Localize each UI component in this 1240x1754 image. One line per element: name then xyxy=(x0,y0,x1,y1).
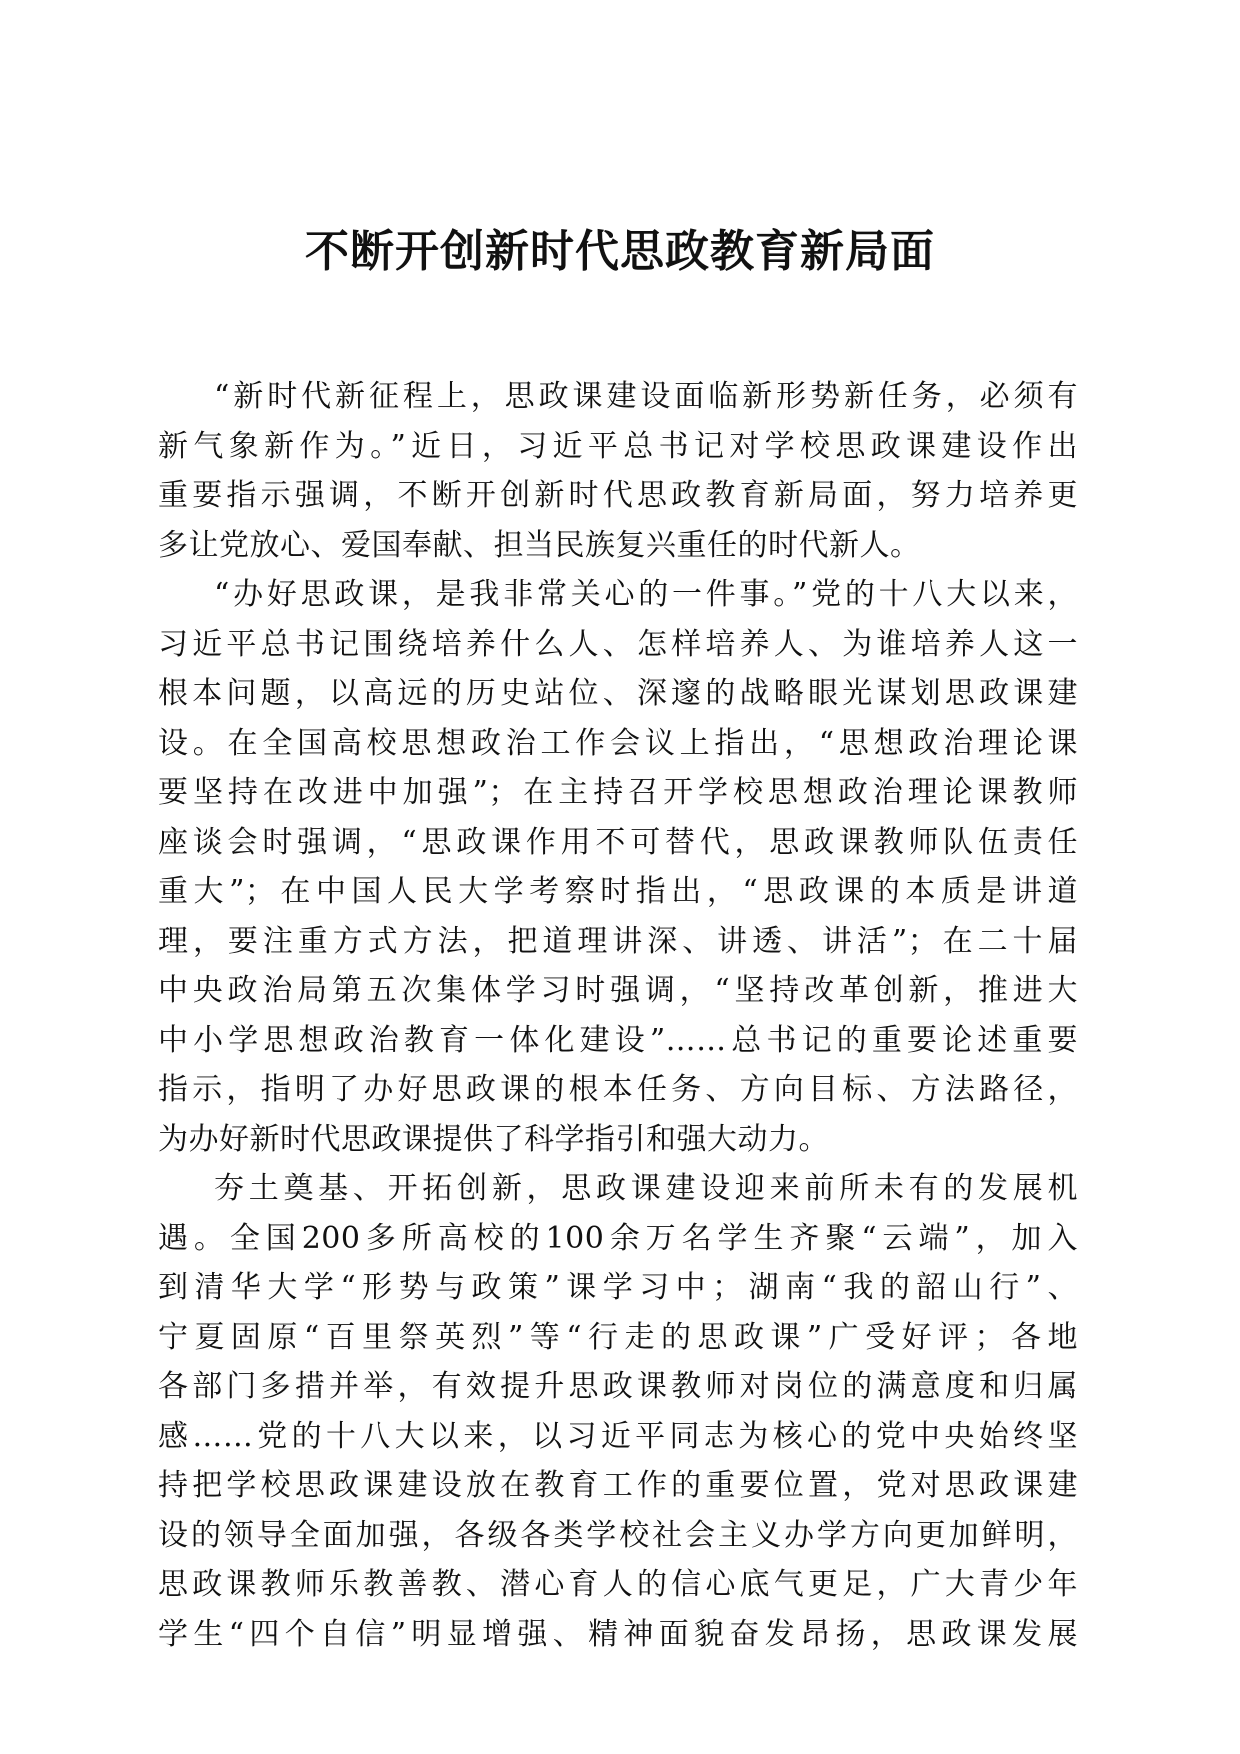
text-line: 重要指示强调，不断开创新时代思政教育新局面，努力培养更 xyxy=(158,478,1078,513)
text-line: 为办好新时代思政课提供了科学指引和强大动力。 xyxy=(158,1121,829,1157)
paragraph xyxy=(158,372,1078,570)
text-line: 中央政治局第五次集体学习时强调，“坚持改革创新，推进大 xyxy=(158,973,1078,1008)
text-line: 理，要注重方式方法，把道理讲深、讲透、讲活”；在二十届 xyxy=(158,923,1078,959)
paragraph xyxy=(158,1164,1078,1659)
text-line: 夯土奠基、开拓创新，思政课建设迎来前所未有的发展机 xyxy=(214,1171,1078,1206)
text-line: 指示，指明了办好思政课的根本任务、方向目标、方法路径， xyxy=(158,1072,1078,1107)
text-line: 宁夏固原“百里祭英烈”等“行走的思政课”广受好评；各地 xyxy=(158,1319,1078,1355)
text-line: 要坚持在改进中加强”；在主持召开学校思想政治理论课教师 xyxy=(158,775,1078,810)
text-line: 座谈会时强调，“思政课作用不可替代，思政课教师队伍责任 xyxy=(158,824,1078,860)
text-line: 思政课教师乐教善教、潜心育人的信心底气更足，广大青少年 xyxy=(158,1567,1078,1602)
text-line: 持把学校思政课建设放在教育工作的重要位置，党对思政课建 xyxy=(158,1468,1078,1503)
text-line: 设。在全国高校思想政治工作会议上指出，“思想政治理论课 xyxy=(158,725,1078,761)
text-line: 设的领导全面加强，各级各类学校社会主义办学方向更加鲜明， xyxy=(158,1517,1078,1553)
text-line: 根本问题，以高远的历史站位、深邃的战略眼光谋划思政课建 xyxy=(158,676,1078,711)
text-line: 到清华大学“形势与政策”课学习中；湖南“我的韶山行”、 xyxy=(158,1270,1078,1305)
text-line: 各部门多措并举，有效提升思政课教师对岗位的满意度和归属 xyxy=(158,1369,1078,1404)
text-line: 重大”；在中国人民大学考察时指出，“思政课的本质是讲道 xyxy=(158,874,1078,909)
text-line: 新气象新作为。”近日，习近平总书记对学校思政课建设作出 xyxy=(158,428,1078,464)
text-line: 感……党的十八大以来，以习近平同志为核心的党中央始终坚 xyxy=(158,1418,1078,1454)
page-title: 不断开创新时代思政教育新局面 xyxy=(305,226,935,277)
text-line: 遇。全国200多所高校的100余万名学生齐聚“云端”，加入 xyxy=(158,1220,1078,1256)
text-line: 学生“四个自信”明显增强、精神面貌奋发昂扬，思政课发展 xyxy=(158,1616,1078,1652)
text-line: “新时代新征程上，思政课建设面临新形势新任务，必须有 xyxy=(214,379,1078,414)
text-line: “办好思政课，是我非常关心的一件事。”党的十八大以来， xyxy=(214,577,1078,612)
text-line: 中小学思想政治教育一体化建设”……总书记的重要论述重要 xyxy=(158,1022,1078,1058)
text-line: 习近平总书记围绕培养什么人、怎样培养人、为谁培养人这一 xyxy=(158,626,1078,662)
article-body xyxy=(158,372,1078,1659)
paragraph xyxy=(158,570,1078,1164)
text-line: 多让党放心、爱国奉献、担当民族复兴重任的时代新人。 xyxy=(158,527,921,563)
